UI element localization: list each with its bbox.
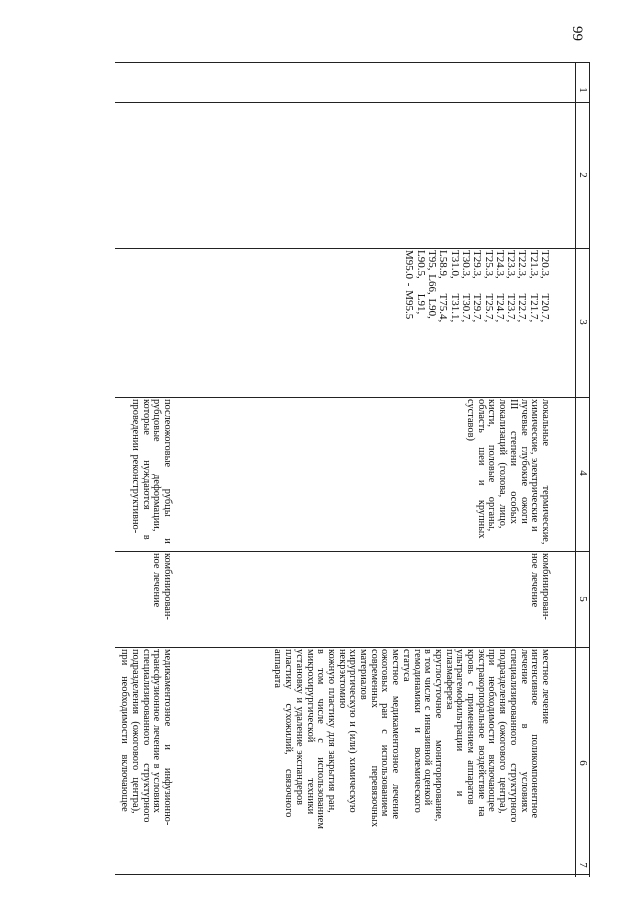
column-divider xyxy=(115,397,590,398)
column-number: 2 xyxy=(577,172,589,178)
page-number: 99 xyxy=(569,26,585,41)
treatment-type: комбинирован- ное лечение xyxy=(151,553,173,620)
diagnosis-description: послеожоговые рубцы и рубцовые деформации, которые нуждаются в проведении реконструктивно- xyxy=(129,399,173,544)
treatment-method: медикаментозное и инфузионно- трансфузионное лечение в условиях специализированного структурного подразделения (ожогового центра), при необходимости включающее xyxy=(119,649,173,826)
treatment-method: местное лечение интенсивное поликомпонентное лечение в условиях специализированного структурного подразделения (ожогового центра), при необходимости включающее экстракорпоральное воздействие на кровь с применением аппаратов ультрагемофильтрации и плазмафереза круглосуточное мониторирование, в том числе с инвазивной оценкой гемодинамики и волемического статуса местное медикаментозное лечение ожоговых ран с использованием современных перевязочных материалов хирургическую и (или) химическую некрэктомию кожную пластику для закрытия ран, в том числе с использованием микрохирургической техники установку и удаление экспандеров пластику сухожилий, связочного аппарата xyxy=(272,649,551,829)
column-divider xyxy=(115,647,590,648)
column-divider xyxy=(115,62,590,63)
column-divider xyxy=(115,102,590,103)
column-divider xyxy=(115,551,590,552)
table-header-border xyxy=(575,62,576,877)
diagnosis-codes: T20.3, T20.7, T21.3, T21.7, T22.3, T22.7, T23.3, T23.7, T24.3, T24.7, T25.3, T25.7, T29.3, T29.7, T30.3, T30.7, T31.0, T31.1, L58.9, T75.4, T95, L66, L90, L90.5, L91, M95.0 - M95.5 xyxy=(403,250,551,323)
table-top-border xyxy=(589,62,590,877)
column-number: 5 xyxy=(577,596,589,602)
column-number: 4 xyxy=(577,470,589,476)
column-divider xyxy=(115,248,590,249)
column-number: 3 xyxy=(577,319,589,325)
treatment-type: комбинирован- ное лечение xyxy=(529,553,551,620)
column-number: 1 xyxy=(577,87,589,93)
diagnosis-description: локальные термические, химические, электрические и лучевые глубокие ожоги III степени особых локализаций (голова, лицо, кисти, половые органы, область шеи и крупных суставов) xyxy=(465,399,551,545)
column-number: 7 xyxy=(577,862,589,868)
column-divider xyxy=(115,874,590,875)
column-number: 6 xyxy=(577,760,589,766)
table xyxy=(115,62,590,877)
